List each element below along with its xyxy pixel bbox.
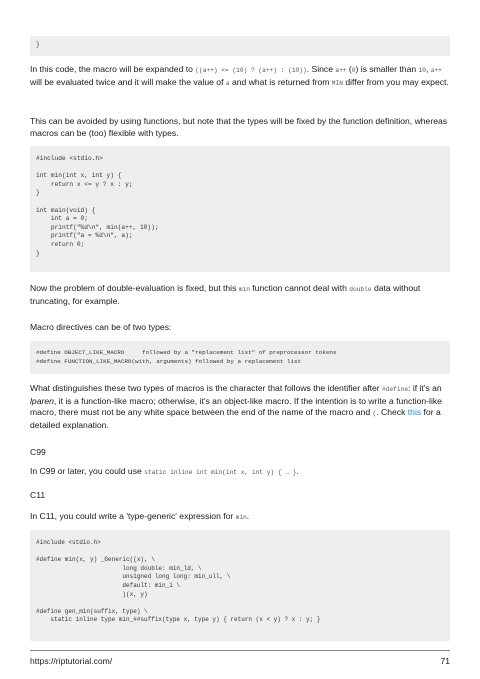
text: differ from you may expect. (342, 76, 449, 87)
italic-text: lparen (30, 395, 54, 406)
paragraph-double-evaluation (30, 283, 450, 307)
inline-code: ((a++) <= (10) ? (a++) : (10)) (195, 67, 307, 74)
code-block-generic: #include <stdio.h> #define min(x, y) _Generic((x), \ long double: min_ld, \ unsigned long long: min_ull, \ default: min_i \ )(x, y) #define gen_min(suffix, type) \ static inline type min_##suffix(type x, type y) { return (x < y) ? x : y; } (30, 530, 450, 641)
text: ( (346, 64, 352, 74)
text: . (246, 511, 250, 521)
text: . Check (376, 407, 408, 418)
footer-url[interactable]: https://riptutorial.com/ (30, 656, 113, 666)
inline-code: MIN (331, 79, 343, 87)
text: Now the problem of double-evaluation is fixed, but this (30, 283, 239, 293)
text: . (296, 466, 299, 476)
heading-c99: C99 (30, 447, 46, 457)
paragraph-c99 (30, 466, 450, 479)
text: In C11, you could write a 'type-generic' expression for (30, 511, 236, 521)
paragraph-macro-distinction (30, 383, 450, 431)
code-block-min-function: #include <stdio.h> int min(int x, int y) { return x <= y ? x : y; } int main(void) { int a = 0; printf("%d\n", min(a++, 10)); printf("a = %d\n", a); return 0; } (30, 146, 450, 272)
page-footer (30, 650, 450, 666)
inline-code: a++ (430, 67, 442, 74)
paragraph-macro-expansion (30, 64, 450, 89)
this-link[interactable]: this (407, 407, 422, 418)
paragraph-directive-types: Macro directives can be of two types: (30, 322, 172, 332)
inline-code: double (349, 286, 372, 293)
text: : if it's an (408, 383, 442, 393)
text: , (425, 64, 431, 74)
text: will be evaluated twice and it will make the value of (30, 76, 226, 87)
text: , it is a function-like macro; otherwise, it's an object-like macro. If the intention is to write a function-like macro, there must not be any white space between the end of the name of the macro and (30, 395, 442, 418)
paragraph-functions: This can be avoided by using functions, but note that the types will be fixed by the function definition, whereas macros can be (too) flexible with types. (30, 116, 448, 138)
text: What distinguishes these two types of macros is the character that follows the identifier after (30, 383, 383, 393)
inline-code: a++ (335, 67, 347, 74)
inline-code: min (235, 514, 247, 521)
text: ) is smaller than (355, 64, 419, 74)
inline-code: #define (382, 386, 409, 393)
text: function cannot deal with (249, 283, 350, 293)
paragraph-c11 (30, 511, 450, 524)
code-block-define-types: #define OBJECT_LIKE_MACRO followed by a "replacement list" of preprocessor tokens #define FUNCTION_LIKE_MACRO(with, arguments) followed by a replacement list (30, 341, 450, 374)
inline-code: static inline int min(int x, int y) { … } (144, 469, 297, 476)
text: In C99 or later, you could use (30, 466, 145, 476)
inline-code: ( (372, 410, 377, 418)
text: . Since (306, 64, 336, 74)
inline-code: min (238, 286, 250, 293)
text: In this code, the macro will be expanded to (30, 64, 196, 74)
inline-code: a (225, 79, 230, 87)
text: data without truncating, for example. (30, 283, 421, 306)
heading-c11: C11 (30, 490, 46, 500)
text: for a detailed explanation. (30, 407, 441, 430)
page-number: 71 (440, 656, 450, 666)
inline-code: 0 (351, 67, 356, 74)
inline-code: 10 (418, 67, 426, 74)
text: and what is returned from (229, 76, 332, 87)
code-block-top: } (30, 36, 450, 56)
